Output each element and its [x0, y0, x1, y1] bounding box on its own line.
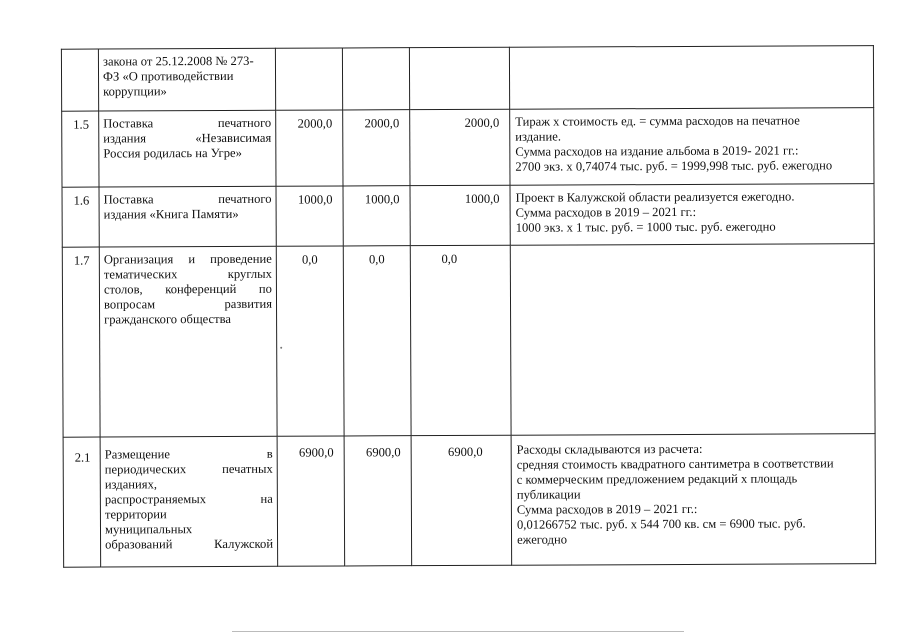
note-line: 2700 экз. х 0,74074 тыс. руб. = 1999,998 тыс. руб. ежегодно: [515, 158, 833, 174]
note-line: 0,01266752 тыс. руб. х 544 700 кв. см = 6900 тыс. руб.: [516, 516, 806, 532]
row-number: [61, 49, 98, 111]
row-description: [100, 436, 278, 567]
value-2019: 6900,0: [277, 436, 345, 566]
scan-speck: [280, 347, 282, 349]
note-line: издание.: [515, 129, 562, 144]
note-line: публикации: [516, 487, 581, 502]
description-line: закона от 25.12.2008 № 273-: [102, 53, 254, 69]
description-line: муниципальных: [104, 522, 193, 537]
description-line: тематических круглых: [103, 266, 272, 282]
row-note: [511, 434, 876, 566]
budget-table: [61, 45, 876, 568]
note-line: Сумма расходов в 2019 – 2021 гг.:: [516, 501, 698, 517]
description-line: Россия родилась на Угре»: [103, 145, 242, 161]
value-2019: [275, 48, 342, 110]
description-line: коррупции»: [103, 84, 167, 99]
row-number: 1.6: [62, 187, 99, 247]
value-2021: 6900,0: [411, 435, 512, 565]
description-line: издания «Независимая: [103, 130, 272, 146]
row-number: 2.1: [63, 437, 101, 567]
value-2019: 2000,0: [276, 110, 343, 186]
description-line: Поставка печатного: [103, 191, 272, 207]
value-2020: 6900,0: [344, 436, 412, 566]
description-line: Организация и проведение: [103, 251, 272, 267]
value-2020: [342, 48, 409, 110]
description-line: периодических печатных: [104, 461, 273, 477]
table-row: [61, 46, 873, 112]
row-description: [99, 246, 277, 437]
note-line: Сумма расходов в 2019 – 2021 гг.:: [515, 204, 697, 220]
table-row: [62, 108, 874, 188]
description-line: образований Калужской: [105, 536, 274, 552]
value-2021: 0,0: [410, 245, 511, 435]
value-2019: 1000,0: [276, 186, 343, 246]
note-line: средняя стоимость квадратного сантиметра в соответствии: [516, 456, 834, 472]
table-row: [63, 434, 876, 568]
row-description: [98, 48, 275, 111]
row-note: [510, 184, 874, 246]
description-line: гражданского общества: [104, 311, 232, 327]
description-line: столов, конференций по: [103, 281, 272, 297]
description-line: изданиях,: [104, 477, 158, 492]
page-edge-line: [232, 631, 684, 632]
description-line: распространяемых на: [104, 491, 273, 507]
description-line: территории: [104, 507, 167, 522]
description-line: издания «Книга Памяти»: [103, 206, 239, 222]
value-2019: 0,0: [276, 246, 344, 436]
description-line: Размещение в: [104, 446, 273, 462]
value-2021: 2000,0: [410, 109, 510, 185]
note-line: 1000 экз. х 1 тыс. руб. = 1000 тыс. руб. ежегодно: [515, 219, 776, 235]
row-number: 1.7: [62, 247, 100, 437]
table-row: [62, 244, 875, 438]
row-note: [510, 108, 874, 186]
value-2021: 1000,0: [410, 185, 510, 245]
note-line: Проект в Калужской области реализуется ежегодно.: [515, 189, 795, 205]
description-line: Поставка печатного: [103, 115, 272, 131]
note-line: Сумма расходов на издание альбома в 2019- 2021 гг.:: [515, 143, 799, 159]
row-description: [99, 186, 276, 247]
note-line: Тираж х стоимость ед. = сумма расходов на печатное: [515, 113, 800, 129]
row-description: [99, 110, 276, 187]
row-note: [509, 46, 873, 110]
row-number: 1.5: [62, 111, 99, 187]
row-note: [510, 244, 875, 436]
note-line: с коммерческим предложением редакций х площадь: [516, 471, 798, 487]
table-row: [62, 184, 874, 248]
description-line: вопросам развития: [103, 296, 273, 312]
value-2021: [409, 47, 509, 109]
value-2020: 1000,0: [343, 186, 410, 246]
note-line: Расходы складываются из расчета:: [516, 441, 703, 457]
value-2020: 0,0: [343, 246, 411, 436]
description-line: ФЗ «О противодействии: [102, 68, 234, 84]
note-line: ежегодно: [517, 532, 568, 547]
value-2020: 2000,0: [343, 110, 410, 186]
